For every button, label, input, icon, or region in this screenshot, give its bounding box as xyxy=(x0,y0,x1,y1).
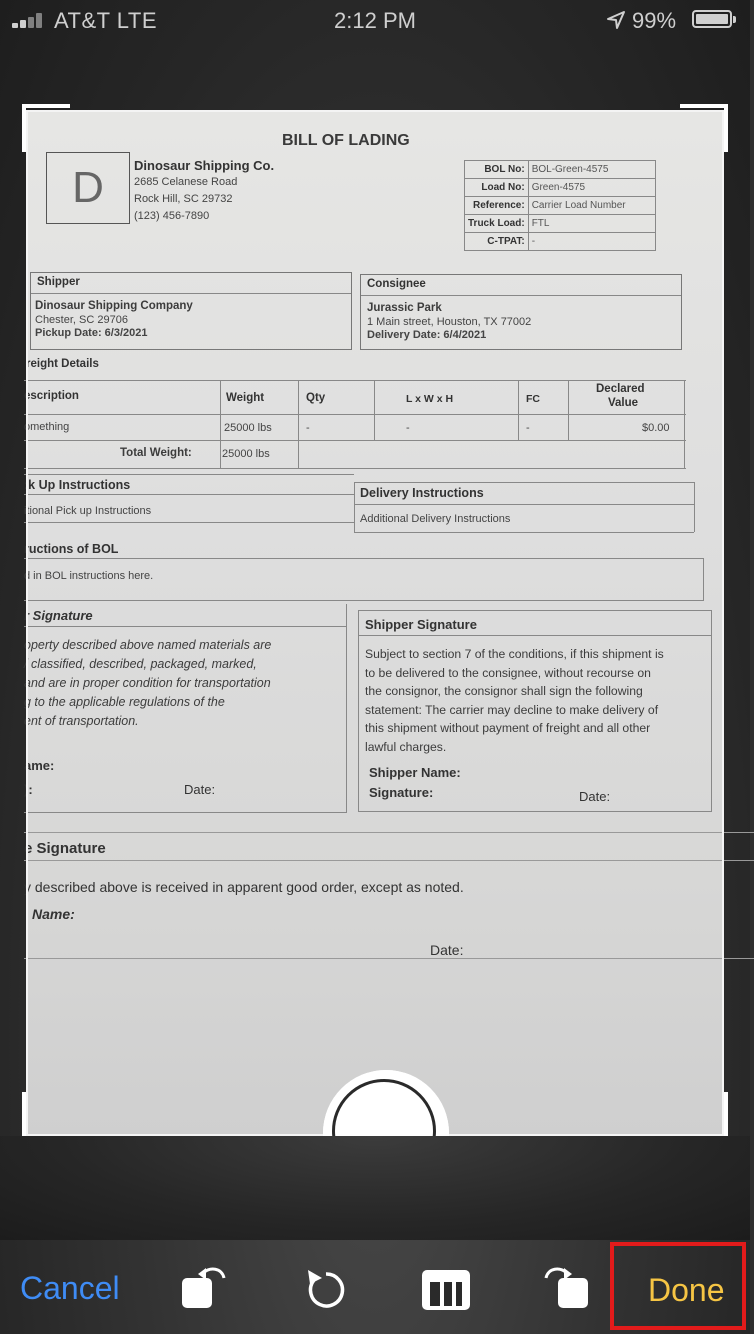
carrier-sig-label: ): xyxy=(24,782,33,797)
shipper-location: Chester, SC 29706 xyxy=(35,314,128,326)
pickup-instructions-heading: :k Up Instructions xyxy=(24,478,131,492)
carrier-text-line: g to the applicable regulations of the xyxy=(24,695,225,709)
battery-percentage: 99% xyxy=(632,8,677,33)
crop-icon[interactable] xyxy=(420,1262,474,1316)
reference-label: Reference: xyxy=(465,197,529,215)
delivery-instructions-heading: Delivery Instructions xyxy=(360,486,484,500)
consignee-signature-text: y described above is received in apparent good order, except as noted. xyxy=(24,879,464,895)
truck-load-label: Truck Load: xyxy=(465,215,529,233)
consignee-signature-heading: e Signature xyxy=(24,840,106,857)
col-value: Value xyxy=(608,397,639,409)
crop-handle-top-right[interactable] xyxy=(680,104,728,152)
company-address-1: 2685 Celanese Road xyxy=(134,176,238,188)
crop-handle-bottom-right[interactable] xyxy=(680,1092,728,1140)
carrier-text-line: operty described above named materials are xyxy=(24,638,272,652)
done-button[interactable]: Done xyxy=(648,1272,725,1308)
row-weight: 25000 lbs xyxy=(224,422,272,434)
rotate-right-icon[interactable] xyxy=(542,1262,594,1314)
logo-letter: D xyxy=(72,163,104,212)
total-weight-label: Total Weight: xyxy=(120,447,192,459)
consignee-heading: Consignee xyxy=(367,278,426,290)
bottom-toolbar xyxy=(0,1240,750,1334)
shipper-text-line: lawful charges. xyxy=(365,739,447,754)
shipper-date-label: Date: xyxy=(579,789,611,804)
truck-load-value: FTL xyxy=(528,215,655,233)
bol-instructions-heading: ructions of BOL xyxy=(24,542,119,556)
consignee-name: Jurassic Park xyxy=(367,302,442,314)
ctpat-value: - xyxy=(528,233,655,251)
col-qty: Qty xyxy=(306,392,326,404)
preview-footer-background xyxy=(0,1136,750,1240)
col-declared: Declared xyxy=(596,383,645,395)
load-no-value: Green-4575 xyxy=(528,179,655,197)
shipper-text-line: statement: The carrier may decline to make delivery of xyxy=(365,702,659,717)
col-weight: Weight xyxy=(226,392,265,404)
crop-handle-top-left[interactable] xyxy=(22,104,70,152)
consignee-date-label: Date: xyxy=(430,942,464,958)
clock: 2:12 PM xyxy=(334,8,416,33)
carrier-text-line: / classified, described, packaged, marked, xyxy=(24,657,257,671)
shipper-heading: Shipper xyxy=(37,276,80,288)
carrier-date-label: Date: xyxy=(184,782,216,797)
document-edge-outline xyxy=(26,110,724,1136)
company-address-2: Rock Hill, SC 29732 xyxy=(134,193,233,205)
shipper-text-line: this shipment without payment of freight and all other xyxy=(365,721,651,735)
row-description: omething xyxy=(24,421,70,433)
shipper-text-line: to be delivered to the consignee, without recourse on xyxy=(365,665,651,680)
consignee-address: 1 Main street, Houston, TX 77002 xyxy=(367,316,532,328)
bol-no-label: BOL No: xyxy=(465,161,529,179)
shipper-text-line: the consignor, the consignor shall sign the following xyxy=(365,684,643,698)
bol-no-value: BOL-Green-4575 xyxy=(528,161,655,179)
rotate-left-icon[interactable] xyxy=(178,1262,230,1314)
location-arrow-icon xyxy=(606,10,626,30)
done-highlight-box xyxy=(610,1242,746,1330)
row-qty: - xyxy=(306,422,310,434)
consignee-name-label: Name: xyxy=(32,906,75,922)
carrier-text-line: and are in proper condition for transportation xyxy=(24,676,271,690)
battery-icon xyxy=(692,10,732,28)
shipper-sig-label: Signature: xyxy=(369,785,434,800)
carrier-name-label: ame: xyxy=(24,758,55,773)
row-fc: - xyxy=(526,422,530,434)
cancel-button[interactable]: Cancel xyxy=(20,1270,120,1306)
shipper-text-line: Subject to section 7 of the conditions, if this shipment is xyxy=(365,647,664,661)
shipper-name: Dinosaur Shipping Company xyxy=(35,300,193,312)
row-dimensions: - xyxy=(406,422,410,434)
ctpat-label: C-TPAT: xyxy=(465,233,529,251)
row-declared-value: $0.00 xyxy=(642,422,670,434)
carrier-label: AT&T LTE xyxy=(54,8,158,33)
undo-icon[interactable] xyxy=(300,1262,352,1314)
col-description: escription xyxy=(24,390,79,402)
col-fc: FC xyxy=(526,393,540,405)
total-weight-value: 25000 lbs xyxy=(222,448,270,460)
shipper-pickup-date: Pickup Date: 6/3/2021 xyxy=(35,327,148,339)
shipper-name-label: Shipper Name: xyxy=(369,765,461,780)
status-bar xyxy=(0,0,750,40)
reference-value: Carrier Load Number xyxy=(528,197,655,215)
crop-handle-bottom-left[interactable] xyxy=(22,1092,70,1140)
consignee-delivery-date: Delivery Date: 6/4/2021 xyxy=(367,329,487,341)
delivery-instructions-text: Additional Delivery Instructions xyxy=(360,513,511,525)
carrier-text-line: ent of transportation. xyxy=(24,714,139,728)
company-phone: (123) 456-7890 xyxy=(134,210,210,222)
document-title: BILL OF LADING xyxy=(282,132,410,149)
company-name: Dinosaur Shipping Co. xyxy=(134,158,275,173)
col-dimensions: L x W x H xyxy=(406,393,454,405)
load-no-label: Load No: xyxy=(465,179,529,197)
bol-instructions-text: d in BOL instructions here. xyxy=(24,570,154,582)
freight-heading: reight Details xyxy=(26,358,99,370)
scan-crop-frame[interactable] xyxy=(22,104,728,1140)
shipper-signature-heading: Shipper Signature xyxy=(365,617,477,632)
pickup-instructions-text: itional Pick up Instructions xyxy=(24,505,152,517)
carrier-signature-heading: r Signature xyxy=(24,608,93,623)
